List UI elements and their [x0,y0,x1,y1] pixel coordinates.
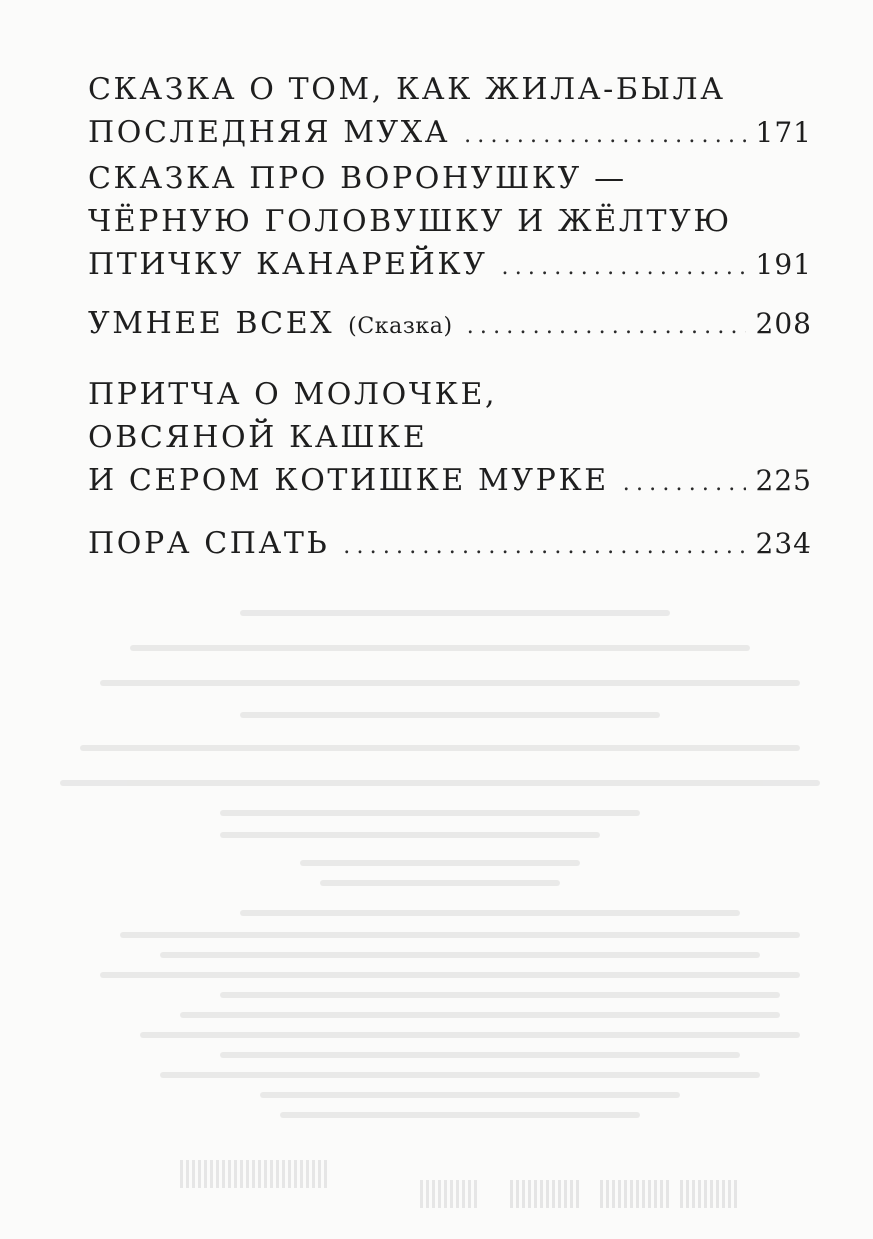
toc-entry-line [88,200,812,243]
toc-entry-title: СКАЗКА ПРО ВОРОНУШКУ — [88,161,627,196]
toc-entry-subtitle: (Сказка) [348,314,453,339]
toc-entry-title: ОВСЯНОЙ КАШКЕ [88,420,428,455]
toc-entry [88,522,812,568]
toc-entry-line [88,416,812,459]
toc-entry-title: И СЕРОМ КОТИШКЕ МУРКЕ [88,463,609,498]
bleed-through-texture [60,560,820,1220]
toc-entry-line [88,459,812,505]
toc-entry [88,302,812,348]
toc-entry-title: ЧЁРНУЮ ГОЛОВУШКУ И ЖЁЛТУЮ [88,204,732,239]
dot-leader [623,462,746,505]
toc-entry-title: УМНЕЕ ВСЕХ [88,306,335,341]
toc-entry-line [88,111,812,157]
toc-entry-line [88,243,812,289]
toc-entry-title: ПРИТЧА О МОЛОЧКЕ, [88,377,498,412]
toc-entry [88,68,812,157]
toc-entry-line [88,68,812,111]
toc-page-number: 191 [755,248,812,281]
toc-entry [88,373,812,505]
toc-page-number: 234 [755,527,812,560]
dot-leader [464,114,745,157]
toc-entry-title: ПТИЧКУ КАНАРЕЙКУ [88,247,488,282]
toc-entry-title: ПОРА СПАТЬ [88,526,330,561]
toc-entry-line [88,302,812,348]
dot-leader [467,305,746,348]
toc-page-number: 208 [755,307,812,340]
toc-entry-title: СКАЗКА О ТОМ, КАК ЖИЛА-БЫЛА [88,72,726,107]
toc-entry [88,157,812,289]
toc-entry-line [88,522,812,568]
table-of-contents [88,68,812,568]
toc-entry-line [88,157,812,200]
dot-leader [343,525,745,568]
toc-entry-line [88,373,812,416]
toc-entry-title: ПОСЛЕДНЯЯ МУХА [88,115,451,150]
toc-page-number: 225 [755,464,812,497]
dot-leader [502,246,746,289]
toc-page-number: 171 [755,116,812,149]
